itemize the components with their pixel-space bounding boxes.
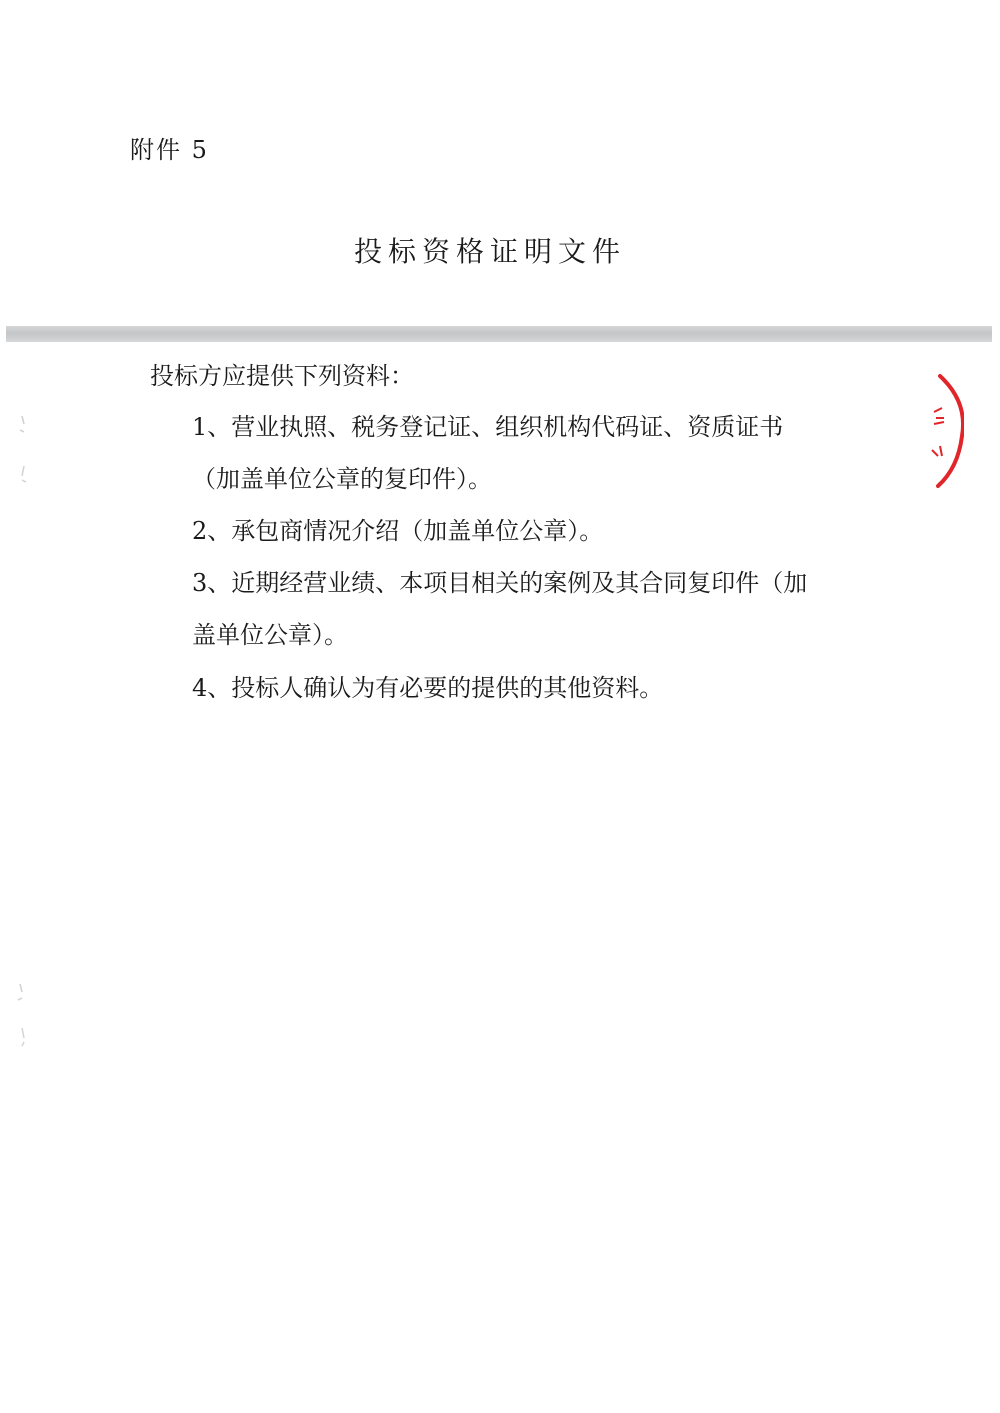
page-title: 投标资格证明文件 [353, 235, 626, 268]
list-item-3-line-1: 3、近期经营业绩、本项目相关的案例及其合同复印件（加 [192, 569, 808, 597]
scan-specks [10, 410, 34, 1050]
scan-artifact-band [6, 326, 992, 342]
list-item-4: 4、投标人确认为有必要的提供的其他资料。 [192, 674, 664, 702]
seal-stamp-fragment [920, 372, 964, 490]
list-item-1-line-1: 1、营业执照、税务登记证、组织机构代码证、资质证书 [192, 413, 784, 441]
list-item-2: 2、承包商情况介绍（加盖单位公章）。 [192, 517, 604, 545]
intro-text: 投标方应提供下列资料： [150, 362, 414, 390]
attachment-label: 附件 5 [130, 136, 209, 164]
list-item-1-line-2: （加盖单位公章的复印件）。 [192, 465, 492, 493]
list-item-3-line-2: 盖单位公章）。 [192, 621, 348, 649]
